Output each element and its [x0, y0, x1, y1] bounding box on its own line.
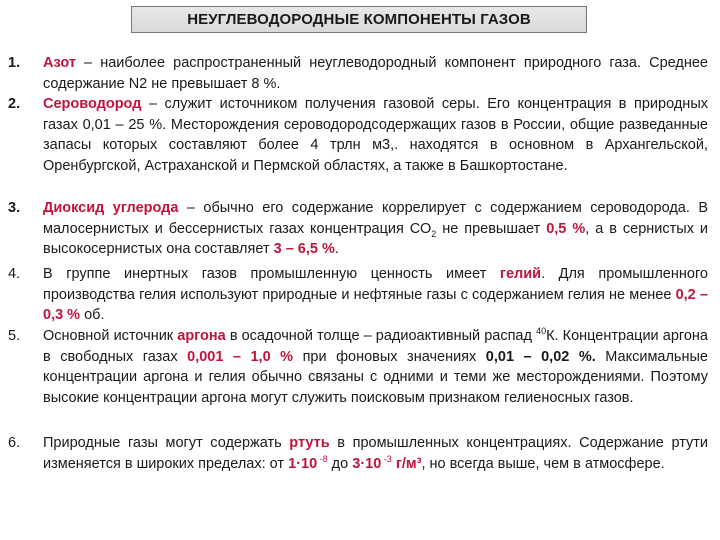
term-nitrogen: Азот: [43, 55, 76, 71]
term-hydrogen-sulfide: Сероводород: [43, 96, 142, 112]
item-text: Природные газы могут содержать ртуть в промышленных концентрациях. Содержание ртути изменяется в широких пределах: от 1·10 $^{-8}$ до 3·10 $^{-3}$ г/м³, но всегда выше, чем в атмосфере.: [43, 435, 708, 472]
item-number: 4.: [8, 266, 21, 282]
item-number: 6.: [8, 435, 21, 451]
item-number: 3.: [8, 200, 21, 216]
item-text: В группе инертных газов промышленную ценность имеет гелий. Для промышленного производства гелия используют природные и нефтяные газы с содержанием гелия не менее 0,2 – 0,3 % об.: [43, 266, 708, 323]
superscript: -8: [317, 453, 328, 464]
value-bold: 0,01 – 0,02 %.: [485, 348, 596, 365]
superscript: -3: [381, 453, 392, 464]
subscript: 2: [431, 228, 437, 239]
value-highlight: 3 – 6,5 %: [273, 241, 335, 257]
unit-highlight: г/м³: [391, 455, 422, 472]
term-mercury: ртуть: [289, 435, 330, 451]
value-highlight: 0,5 %: [546, 220, 586, 237]
item-number: 2.: [8, 96, 21, 112]
item-number: 5.: [8, 328, 21, 344]
value-highlight: 3·10: [352, 455, 382, 472]
value-highlight: 0,2 – 0,3 %: [43, 286, 708, 323]
superscript: 40: [536, 326, 547, 337]
term-carbon-dioxide: Диоксид углерода: [43, 200, 179, 216]
item-text: Диоксид углерода – обычно его содержание коррелирует с содержанием сероводорода. В малосернистых и бессернистых газах концентрация $СО_2$ не превышает 0,5 %, а в сернистых и высокосернистых она составляет 3 – 6,5 %.: [43, 200, 708, 257]
item-text: Сероводород – служит источником получения газовой серы. Его концентрация в природных газах 0,01 – 25 %. Месторождения сероводородсодержащих газов в России, общие разведанные запасы которых составляют более 4 трлн м3,. находятся в основном в Архангельской, Оренбургской, Астраханской и Пермской областях, а также в Башкортостане.: [43, 96, 708, 174]
value-highlight: 0,001 – 1,0 %: [187, 348, 294, 365]
term-helium: гелий: [499, 266, 542, 282]
term-argon: аргона: [177, 328, 226, 344]
item-text: Азот – наиболее распространенный неуглеводородный компонент природного газа. Среднее содержание N2 не превышает 8 %.: [43, 55, 708, 92]
slide-title: НЕУГЛЕВОДОРОДНЫЕ КОМПОНЕНТЫ ГАЗОВ: [131, 6, 587, 33]
value-highlight: 1·10: [288, 455, 318, 472]
item-number: 1.: [8, 55, 21, 71]
item-text: Основной источник аргона в осадочной толще – радиоактивный распад $^{40}$К. Концентрации аргона в свободных газах 0,001 – 1,0 % при фоновых значениях 0,01 – 0,02 %. Максимальные концентрации аргона и гелия обычно связаны с одними и теми же месторождениями. Поэтому высокие концентрации аргона могут служить поисковым признаком гелиеносных газов.: [43, 326, 708, 406]
